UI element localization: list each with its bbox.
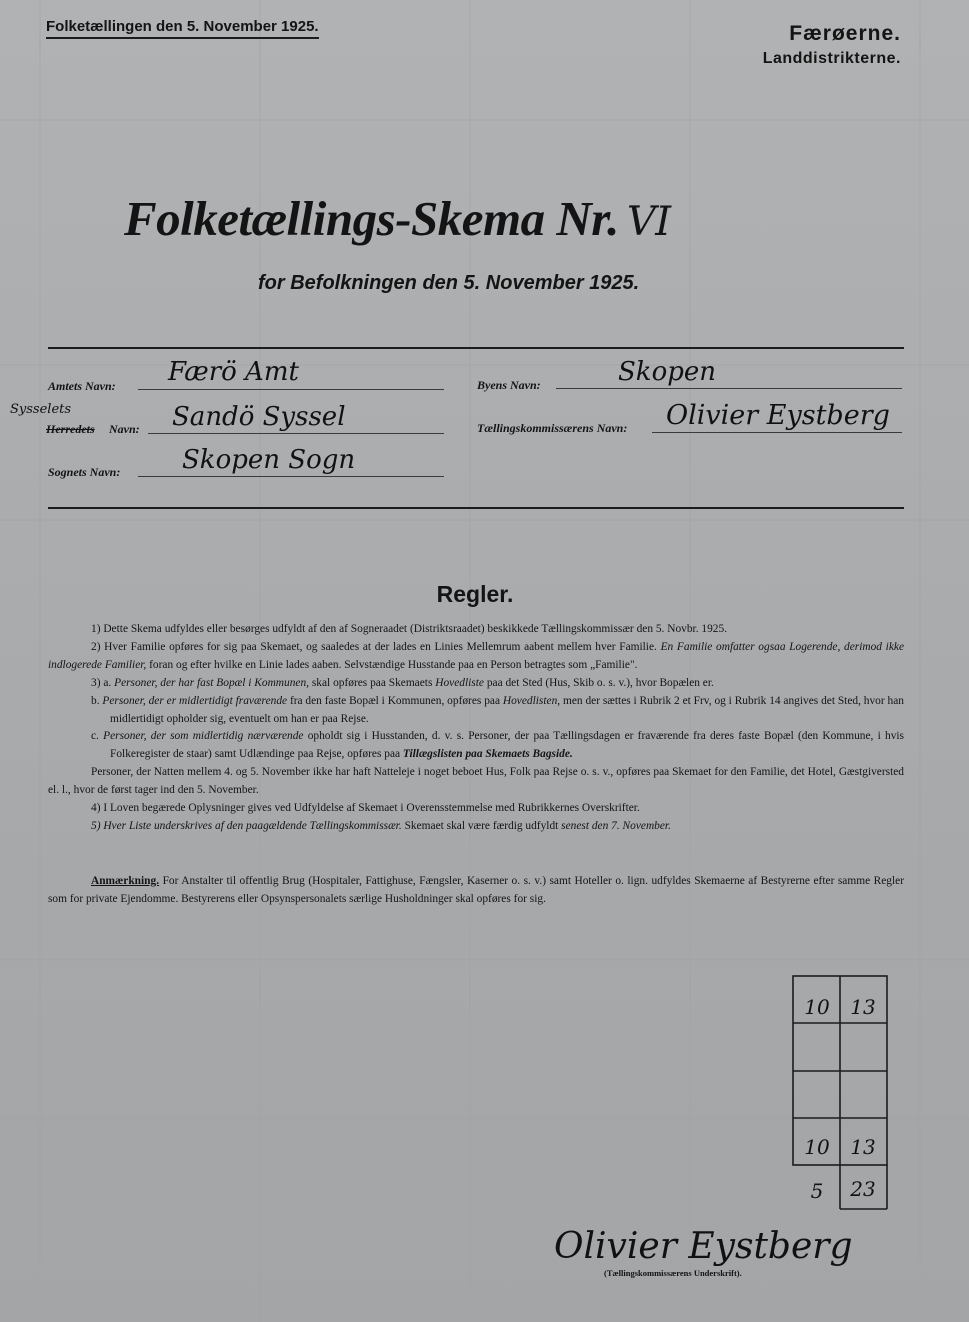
rule-3c-italic: Personer, der som midlertidig nærværende (103, 730, 304, 743)
sogn-line (138, 476, 444, 477)
rule-3a-end: paa det Sted (Hus, Skib o. s. v.), hvor Bopælen er. (486, 676, 714, 689)
rule-3c-lead: c. (91, 730, 99, 743)
note-paragraph (48, 873, 904, 909)
rule-1: 1) Dette Skema udfyldes eller besørges udfyldt af den af Sogneraadet (Distriktsraadet) beskikkede Tællingskommissær den 5. Novbr. 1925. (91, 623, 728, 635)
amt-value: Færö Amt (168, 357, 299, 387)
form-subtitle: for Befolkningen den 5. November 1925. (258, 272, 640, 294)
sogn-label: Sognets Navn: (48, 465, 121, 479)
herred-label: Navn: (109, 422, 140, 436)
rule-2-end: foran og efter hvilke en Linie lades aaben. Selvstændige Husstande paa en Person betragtes som „Familie". (149, 658, 638, 671)
form-number-handwritten: VI (626, 199, 671, 245)
rule-2-text: 2) Hver Familie opføres for sig paa Skemaet, og saaledes at der lades en Linies Mellemrum aabent mellem hver Familie. (91, 640, 657, 653)
rule-5 (48, 818, 904, 836)
rule-3a-text: skal opføres paa Skemaets (311, 676, 433, 689)
herred-struck-label: Herredets (46, 422, 95, 436)
rule-3c-italic-2: Tillægslisten paa Skemaets Bagside. (402, 748, 573, 761)
tally-box (792, 975, 888, 1211)
herred-value: Sandö Syssel (172, 402, 346, 432)
by-value: Skopen (618, 357, 716, 387)
commissioner-signature: Olivier Eystberg (554, 1226, 853, 1267)
region-heading (763, 22, 901, 68)
rule-5-italic: 5) Hver Liste underskrives af den paagældende Tællingskommissær. (91, 819, 402, 832)
herred-line (148, 433, 444, 434)
rules-heading: Regler. (436, 581, 514, 607)
rule-3b-end: men der sættes i Rubrik 2 et Frv, og i Rubrik 14 angives det Sted, hvor han midlertidigt opholder sig, eventuelt om han er paa Rejse. (110, 694, 904, 725)
note-text: For Anstalter til offentlig Brug (Hospitaler, Fattighuse, Fængsler, Kaserner o. s. v.) samt Hoteller o. lign. udfyldes Skemaerne af Bestyrerne efter samme Regler som for private Ejendomme. Bestyrerens eller Opsynspersonalets særlige Husholdninger skal opføres for sig. (48, 875, 904, 905)
amt-line (138, 389, 444, 390)
rule-3a-italic-2: Hovedliste (435, 676, 484, 689)
rule-3a-lead: 3) a. (91, 676, 112, 689)
kommissaer-line (652, 432, 902, 433)
tally-sum-right: 13 (850, 1135, 876, 1159)
rule-3a-italic: Personer, der har fast Bopæl i Kommunen, (114, 676, 310, 689)
kommissaer-label: Tællingskommissærens Navn: (477, 421, 628, 435)
rule-2-italic: En Familie omfatter ogsaa Logerende, derimod ikke indlogerede Familier, (48, 640, 904, 671)
note-label: Anmærkning. (91, 875, 160, 887)
rule-5-italic-2: senest den 7. November. (561, 819, 671, 832)
rule-3a (48, 675, 904, 693)
kommissaer-value: Olivier Eystberg (666, 400, 890, 431)
rule-3b-text: fra den faste Bopæl i Kommunen, opføres paa (289, 694, 500, 707)
rule-2 (48, 639, 904, 675)
rules-list (48, 621, 904, 836)
rule-3c-text: opholdt sig i Husstanden, d. v. s. Personer, der paa Tællingsdagen er fraværende fra deres faste Bopæl (den Kommune, i hvis Folkeregister de staar) samt Udlændinge paa Rejse, opføres paa (110, 730, 904, 761)
by-line (556, 388, 902, 389)
rule-3d: Personer, der Natten mellem 4. og 5. November ikke har haft Natteleje i noget beboet Hus, Folk paa Rejse o. s. v., opføres paa Skemaet for den Familie, det Hotel, Gæstgiversted el. l., hvor de først tager ind den 5. November. (48, 766, 904, 797)
rule-4: 4) I Loven begærede Oplysninger gives ved Udfyldelse af Skemaet i Overensstemmelse med Rubrikkernes Overskrifter. (91, 802, 640, 815)
herred-prefix-handwritten: Sysselets (10, 402, 72, 417)
subregion-name: Landdistrikterne. (762, 50, 901, 67)
by-label: Byens Navn: (477, 378, 541, 392)
sogn-value: Skopen Sogn (182, 445, 356, 475)
top-rule (48, 347, 904, 349)
form-title-text: Folketællings-Skema Nr. (124, 191, 619, 246)
rule-3b-italic-2: Hovedlisten, (502, 694, 561, 707)
rule-3b-lead: b. (91, 694, 100, 707)
rule-3b (48, 693, 904, 729)
rule-3b-italic: Personer, der er midlertidigt fraværende (102, 694, 288, 707)
tally-extra-left: 5 (810, 1179, 824, 1203)
tally-row1-right: 13 (850, 995, 876, 1019)
signature-caption: (Tællingskommissærens Underskrift). (604, 1268, 742, 1278)
rule-5-text: Skemaet skal være færdig udfyldt (404, 819, 559, 832)
census-date-label: Folketællingen den 5. November 1925. (46, 18, 319, 39)
tally-extra-right: 23 (850, 1177, 876, 1201)
amt-label: Amtets Navn: (48, 379, 116, 393)
bottom-rule (48, 507, 904, 509)
tally-sum-left: 10 (804, 1135, 830, 1159)
tally-row1-left: 10 (804, 995, 830, 1019)
rule-3c (48, 728, 904, 764)
form-title (124, 190, 671, 247)
region-name: Færøerne. (789, 22, 901, 45)
